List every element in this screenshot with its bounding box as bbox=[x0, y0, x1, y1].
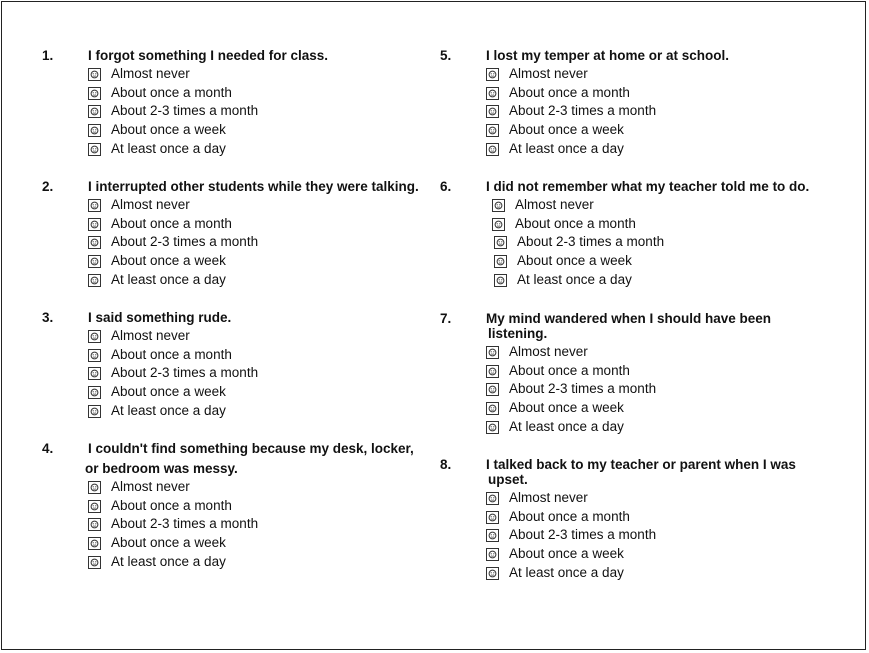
question-number: 1. bbox=[42, 48, 54, 63]
checkbox-icon[interactable] bbox=[494, 255, 507, 268]
question-text-line-2: or bedroom was messy. bbox=[85, 461, 238, 476]
question-8: 8. I talked back to my teacher or parent when I was upset. Almost never About once a month About 2-3 times a month About once a week At least once a day bbox=[440, 457, 796, 580]
checkbox-icon[interactable] bbox=[486, 365, 499, 378]
question-text: I forgot something I needed for class. bbox=[88, 48, 329, 63]
checkbox-icon[interactable] bbox=[486, 68, 499, 81]
question-text-line-2: listening. bbox=[488, 326, 548, 341]
checkbox-icon[interactable] bbox=[88, 236, 101, 249]
question-number: 4. bbox=[42, 441, 54, 456]
checkbox-icon[interactable] bbox=[88, 367, 101, 380]
question-number: 7. bbox=[440, 311, 452, 326]
checkbox-icon[interactable] bbox=[88, 481, 101, 494]
checkbox-icon[interactable] bbox=[486, 548, 499, 561]
checkbox-icon[interactable] bbox=[88, 349, 101, 362]
checkbox-icon[interactable] bbox=[88, 518, 101, 531]
checkbox-icon[interactable] bbox=[88, 405, 101, 418]
question-7: 7. My mind wandered when I should have been listening. Almost never About once a month About 2-3 times a month About once a week At least once a day bbox=[440, 311, 772, 434]
question-6: 6. I did not remember what my teacher told me to do. Almost never About once a month About 2-3 times a month About once a week At least once a day bbox=[440, 179, 810, 287]
question-number: 2. bbox=[42, 179, 54, 194]
question-number: 5. bbox=[440, 48, 452, 63]
checkbox-icon[interactable] bbox=[88, 330, 101, 343]
question-text: I talked back to my teacher or parent when I was bbox=[486, 457, 796, 472]
checkbox-icon[interactable] bbox=[486, 511, 499, 524]
checkbox-icon[interactable] bbox=[486, 383, 499, 396]
checkbox-icon[interactable] bbox=[88, 87, 101, 100]
checkbox-icon[interactable] bbox=[88, 124, 101, 137]
checkbox-icon[interactable] bbox=[88, 68, 101, 81]
checkbox-icon[interactable] bbox=[88, 537, 101, 550]
question-2: 2. I interrupted other students while they were talking. Almost never About once a month About 2-3 times a month About once a week At least once a day bbox=[42, 179, 419, 287]
checkbox-icon[interactable] bbox=[88, 386, 101, 399]
checkbox-icon[interactable] bbox=[492, 218, 505, 231]
checkbox-icon[interactable] bbox=[88, 199, 101, 212]
question-3: 3. I said something rude. Almost never About once a month About 2-3 times a month About once a week At least once a day bbox=[42, 310, 259, 418]
question-text: I couldn't find something because my desk, locker, bbox=[88, 441, 414, 456]
checkbox-icon[interactable] bbox=[492, 199, 505, 212]
question-text-line-2: upset. bbox=[488, 472, 528, 487]
question-4: 4. I couldn't find something because my desk, locker, or bedroom was messy. Almost never About once a month About 2-3 times a month About once a week At least once a day bbox=[42, 441, 414, 569]
checkbox-icon[interactable] bbox=[486, 87, 499, 100]
question-text: I said something rude. bbox=[88, 310, 232, 325]
checkbox-icon[interactable] bbox=[486, 402, 499, 415]
checkbox-icon[interactable] bbox=[88, 274, 101, 287]
checkbox-icon[interactable] bbox=[486, 143, 499, 156]
checkbox-icon[interactable] bbox=[486, 492, 499, 505]
question-number: 8. bbox=[440, 457, 452, 472]
checkbox-icon[interactable] bbox=[486, 105, 499, 118]
checkbox-icon[interactable] bbox=[88, 500, 101, 513]
checkbox-icon[interactable] bbox=[88, 105, 101, 118]
checkbox-icon[interactable] bbox=[88, 218, 101, 231]
question-text: My mind wandered when I should have been bbox=[486, 311, 772, 326]
question-number: 3. bbox=[42, 310, 54, 325]
checkbox-icon[interactable] bbox=[494, 236, 507, 249]
question-number: 6. bbox=[440, 179, 452, 194]
checkbox-icon[interactable] bbox=[88, 143, 101, 156]
checkbox-icon[interactable] bbox=[494, 274, 507, 287]
checkbox-icon[interactable] bbox=[486, 529, 499, 542]
checkbox-icon[interactable] bbox=[88, 556, 101, 569]
question-text: I did not remember what my teacher told me to do. bbox=[486, 179, 810, 194]
question-text: I lost my temper at home or at school. bbox=[486, 48, 730, 63]
question-5: 5. I lost my temper at home or at school. Almost never About once a month About 2-3 times a month About once a week At least once a day bbox=[440, 48, 730, 156]
question-text: I interrupted other students while they were talking. bbox=[88, 179, 419, 194]
question-1: 1. I forgot something I needed for class. Almost never About once a month About 2-3 times a month About once a week At least once a day bbox=[42, 48, 329, 156]
checkbox-icon[interactable] bbox=[486, 124, 499, 137]
checkbox-icon[interactable] bbox=[486, 421, 499, 434]
checkbox-icon[interactable] bbox=[486, 567, 499, 580]
checkbox-icon[interactable] bbox=[88, 255, 101, 268]
checkbox-icon[interactable] bbox=[486, 346, 499, 359]
